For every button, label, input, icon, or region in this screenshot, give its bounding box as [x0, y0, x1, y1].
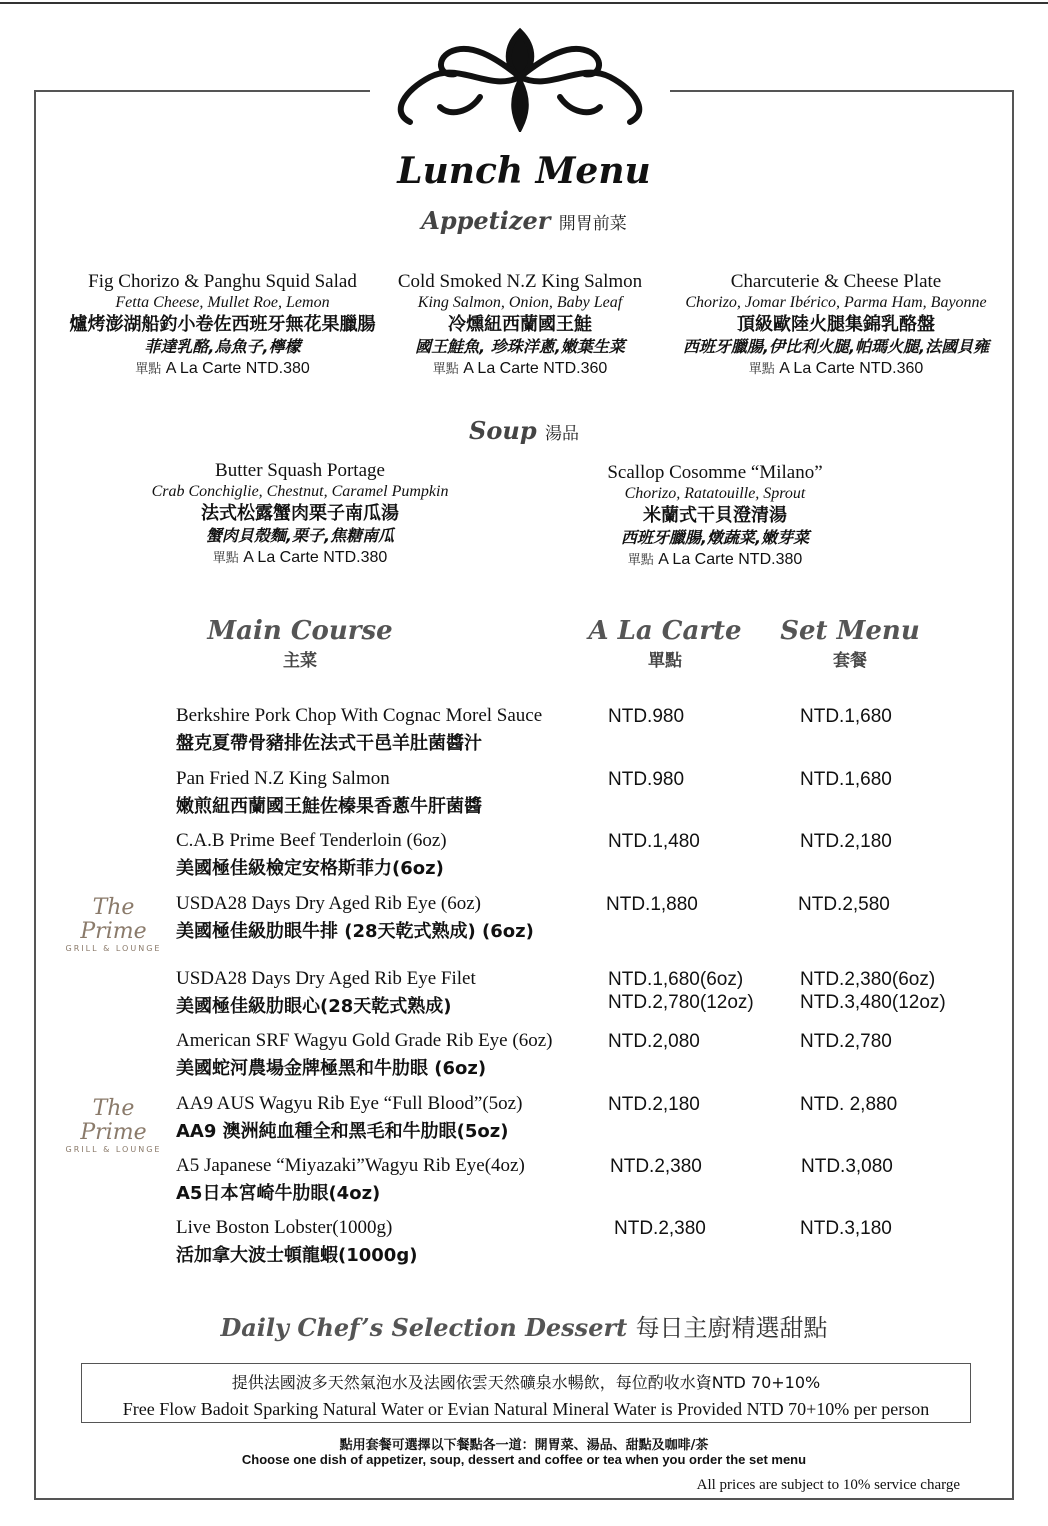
dish-name: A5 Japanese “Miyazaki”Wagyu Rib Eye(4oz) [176, 1155, 525, 1176]
set-price: NTD.3,080 [801, 1156, 893, 1177]
set-menu-heading-zh: 套餐 [833, 651, 867, 671]
dish-name-zh: 法式松露蟹肉栗子南瓜湯 [201, 503, 399, 524]
soup-item-1 [130, 459, 470, 570]
main-item-1 [176, 705, 976, 755]
set-menu-heading-en: Set Menu [780, 616, 920, 646]
dish-name-zh: 冷燻紐西蘭國王鮭 [448, 314, 592, 335]
menu-title: Lunch Menu [397, 150, 651, 192]
dish-price: 單點 A La Carte NTD.380 [135, 360, 310, 377]
dish-name: Live Boston Lobster(1000g) [176, 1217, 393, 1238]
main-item-8 [176, 1155, 976, 1205]
dish-name: Pan Fried N.Z King Salmon [176, 768, 390, 789]
alacarte-column-heading [570, 616, 760, 671]
alacarte-price: NTD.2,380 [610, 1156, 702, 1177]
alacarte-price: NTD.980 [608, 706, 685, 727]
logo-sub: GRILL & LOUNGE [65, 1145, 162, 1154]
logo-name: The Prime [80, 895, 147, 944]
dish-name: Charcuterie & Cheese Plate [730, 271, 942, 292]
main-item-2 [176, 768, 976, 818]
dish-name: USDA28 Days Dry Aged Rib Eye (6oz) [176, 893, 482, 914]
dish-name: C.A.B Prime Beef Tenderloin (6oz) [176, 830, 447, 851]
dish-name-zh: 美國極佳級檢定安格斯菲力(6oz) [176, 858, 444, 879]
dish-desc-zh: 蟹肉貝殼麵,栗子,焦糖南瓜 [205, 526, 395, 545]
alacarte-price: NTD.980 [608, 769, 685, 790]
appetizer-heading-zh: 開胃前菜 [558, 214, 627, 234]
main-item-4 [176, 893, 976, 943]
dish-name-zh: AA9 澳洲純血種全和黑毛和牛肋眼(5oz) [176, 1121, 509, 1142]
dish-name-zh: 美國極佳級肋眼心(28天乾式熟成) [176, 996, 452, 1017]
set-menu-note-en: Choose one dish of appetizer, soup, dessert and coffee or tea when you order the set menu [241, 1452, 807, 1467]
appetizer-item-3 [665, 270, 1007, 381]
dish-name: Butter Squash Portage [215, 460, 385, 481]
soup-heading [0, 416, 1048, 445]
dish-desc: Fetta Cheese, Mullet Roe, Lemon [115, 294, 330, 311]
alacarte-price: NTD.2,180 [608, 1094, 700, 1115]
logo-sub: GRILL & LOUNGE [65, 944, 162, 953]
dish-desc: Chorizo, Jomar Ibérico, Parma Ham, Bayonne [685, 294, 987, 311]
dish-desc: Crab Conchiglie, Chestnut, Caramel Pumpkin [151, 483, 449, 500]
main-item-3 [176, 830, 976, 880]
dish-desc-zh: 國王鮭魚, 珍珠洋蔥,嫩葉生菜 [415, 337, 625, 356]
main-course-heading-en: Main Course [207, 616, 393, 646]
alacarte-price: NTD.2,080 [608, 1031, 700, 1052]
top-rule [0, 2, 1048, 4]
the-prime-logo-2 [56, 1097, 171, 1155]
dish-desc-zh: 西班牙臘腸,燉蔬菜,嫩芽菜 [620, 528, 810, 547]
dish-name-zh: 米蘭式干貝澄清湯 [643, 505, 787, 526]
main-item-7 [176, 1093, 976, 1143]
main-item-5 [176, 968, 976, 1018]
alacarte-price: NTD.1,480 [608, 831, 700, 852]
appetizer-heading [0, 206, 1048, 235]
water-notice-zh: 提供法國波多天然氣泡水及法國依雲天然礦泉水暢飲，每位酌收水資NTD 70+10% [231, 1373, 821, 1392]
set-price-6oz: NTD.2,380(6oz) [800, 969, 936, 990]
set-price: NTD.2,180 [800, 831, 892, 852]
logo-name: The Prime [80, 1096, 147, 1145]
alacarte-price-6oz: NTD.1,680(6oz) [608, 969, 744, 990]
alacarte-price: NTD.1,880 [606, 894, 698, 915]
the-prime-logo [56, 896, 171, 954]
dish-name-zh: 盤克夏帶骨豬排佐法式干邑羊肚菌醬汁 [176, 733, 482, 754]
dish-name-zh: 活加拿大波士頓龍蝦(1000g) [176, 1245, 418, 1266]
soup-item-2 [570, 461, 860, 572]
dish-name-zh: 嫩煎紐西蘭國王鮭佐榛果香蔥牛肝菌醬 [176, 796, 482, 817]
dish-price: 單點 A La Carte NTD.360 [748, 360, 924, 377]
dish-name-zh: 美國極佳級肋眼牛排 (28天乾式熟成) (6oz) [176, 921, 534, 942]
soup-heading-en: Soup [469, 416, 537, 445]
dish-desc-zh: 西班牙臘腸,伊比利火腿,帕瑪火腿,法國貝雍 [682, 337, 990, 356]
set-price: NTD.2,780 [800, 1031, 892, 1052]
soup-heading-zh: 湯品 [544, 424, 579, 444]
dish-name-zh: A5日本宮崎牛肋眼(4oz) [176, 1183, 381, 1204]
set-price: NTD.2,580 [798, 894, 890, 915]
dish-desc: King Salmon, Onion, Baby Leaf [417, 294, 623, 311]
ornament-flourish [370, 22, 670, 132]
dish-price: 單點 A La Carte NTD.360 [432, 360, 608, 377]
alacarte-heading-zh: 單點 [648, 651, 682, 671]
dish-name: Cold Smoked N.Z King Salmon [397, 271, 643, 292]
appetizer-item-1 [40, 270, 405, 381]
dessert-heading-en: Daily Chef’s Selection Dessert [220, 1313, 628, 1342]
dish-name: Scallop Cosomme “Milano” [607, 462, 823, 483]
dish-name-zh: 爐烤澎湖船釣小卷佐西班牙無花果臘腸 [69, 314, 376, 335]
dish-price: 單點 A La Carte NTD.380 [212, 549, 388, 566]
alacarte-price-12oz: NTD.2,780(12oz) [608, 992, 754, 1013]
dish-desc-zh: 菲達乳酪,烏魚子,檸檬 [144, 337, 301, 356]
set-price: NTD.1,680 [800, 769, 892, 790]
main-course-heading-zh: 主菜 [283, 651, 317, 671]
dessert-heading [0, 1308, 1048, 1343]
dish-name: Fig Chorizo & Panghu Squid Salad [88, 271, 357, 292]
set-menu-column-heading [760, 616, 940, 671]
dish-price: 單點 A La Carte NTD.380 [627, 551, 803, 568]
dish-name: Berkshire Pork Chop With Cognac Morel Sauce [176, 705, 543, 726]
dish-name-zh: 頂級歐陸火腿集錦乳酪盤 [737, 314, 935, 335]
dish-name: USDA28 Days Dry Aged Rib Eye Filet [176, 968, 476, 989]
alacarte-price: NTD.2,380 [614, 1218, 706, 1239]
appetizer-item-2 [385, 270, 655, 381]
dish-name: American SRF Wagyu Gold Grade Rib Eye (6oz) [176, 1030, 553, 1051]
set-menu-note-zh: 點用套餐可選擇以下餐點各一道：開胃菜、湯品、甜點及咖啡/茶 [339, 1438, 709, 1453]
water-notice [81, 1363, 971, 1423]
dish-desc: Chorizo, Ratatouille, Sprout [624, 485, 806, 502]
appetizer-heading-en: Appetizer [421, 206, 551, 235]
set-price: NTD.3,180 [800, 1218, 892, 1239]
dish-name: AA9 AUS Wagyu Rib Eye “Full Blood”(5oz) [176, 1093, 523, 1114]
main-course-heading [200, 616, 400, 671]
water-notice-en: Free Flow Badoit Sparking Natural Water or Evian Natural Mineral Water is Provided NTD 70+10% per person [122, 1399, 930, 1419]
dish-name-zh: 美國蛇河農場金牌極黑和牛肋眼 (6oz) [176, 1058, 487, 1079]
alacarte-heading-en: A La Carte [588, 616, 742, 646]
main-item-6 [176, 1030, 976, 1080]
dessert-heading-zh: 每日主廚精選甜點 [635, 1314, 828, 1342]
set-price: NTD. 2,880 [800, 1094, 898, 1115]
set-price: NTD.1,680 [800, 706, 892, 727]
main-item-9 [176, 1217, 976, 1267]
set-price-12oz: NTD.3,480(12oz) [800, 992, 946, 1013]
service-charge-note: All prices are subject to 10% service charge [696, 1477, 960, 1493]
